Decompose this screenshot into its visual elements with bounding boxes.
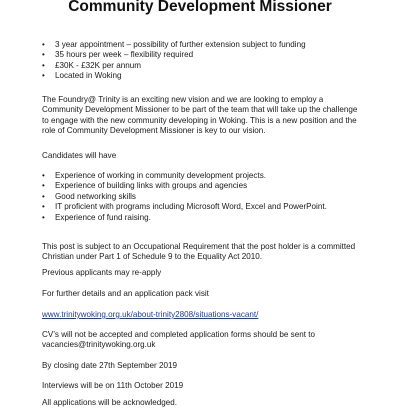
interview-date: Interviews will be on 11th October 2019: [42, 381, 184, 390]
terms-list: [42, 40, 306, 82]
intro-paragraph: The Foundry@ Trinity is an exciting new vision and we are looking to employ a Community Development Missioner to be part of the team that will take up the challenge to engage with the new community developing in Woking. This is a new position and the role of Community Development Missioner is key to our vision.: [42, 95, 358, 136]
list-item: • Experience of building links with groups and agencies: [55, 181, 327, 191]
list-item: • Experience of working in community development projects.: [55, 171, 327, 181]
list-item: • 3 year appointment – possibility of further extension subject to funding: [55, 40, 306, 50]
list-item: • Experience of fund raising.: [55, 213, 327, 223]
acknowledgement-note: All applications will be acknowledged.: [42, 398, 177, 407]
closing-date: By closing date 27th September 2019: [42, 361, 177, 370]
requirements-list: [42, 171, 327, 223]
previous-applicants-note: Previous applicants may re-apply: [42, 268, 162, 277]
cv-note: CV’s will not be accepted and completed application forms should be sent to: [42, 330, 315, 339]
list-item: • £30K - £32K per annum: [55, 61, 306, 71]
list-item: • Good networking skills: [55, 192, 327, 202]
email-address: vacancies@trinitywoking.org.uk: [42, 340, 156, 349]
vacancies-link-row: [42, 310, 364, 320]
page-title: Community Development Missioner: [68, 0, 332, 15]
vacancies-link[interactable]: www.trinitywoking.org.uk/about-trinity2808/situations-vacant/: [42, 310, 259, 319]
list-item: • Located in Woking: [55, 71, 306, 81]
further-details-note: For further details and an application pack visit: [42, 289, 209, 298]
list-item: • 35 hours per week – flexibility required: [55, 50, 306, 60]
occupational-requirement: This post is subject to an Occupational Requirement that the post holder is a committed Christian under Part 1 of Schedule 9 to the Equality Act 2010.: [42, 242, 356, 262]
candidates-heading: Candidates will have: [42, 151, 117, 160]
list-item: • IT proficient with programs including Microsoft Word, Excel and PowerPoint.: [55, 202, 327, 212]
